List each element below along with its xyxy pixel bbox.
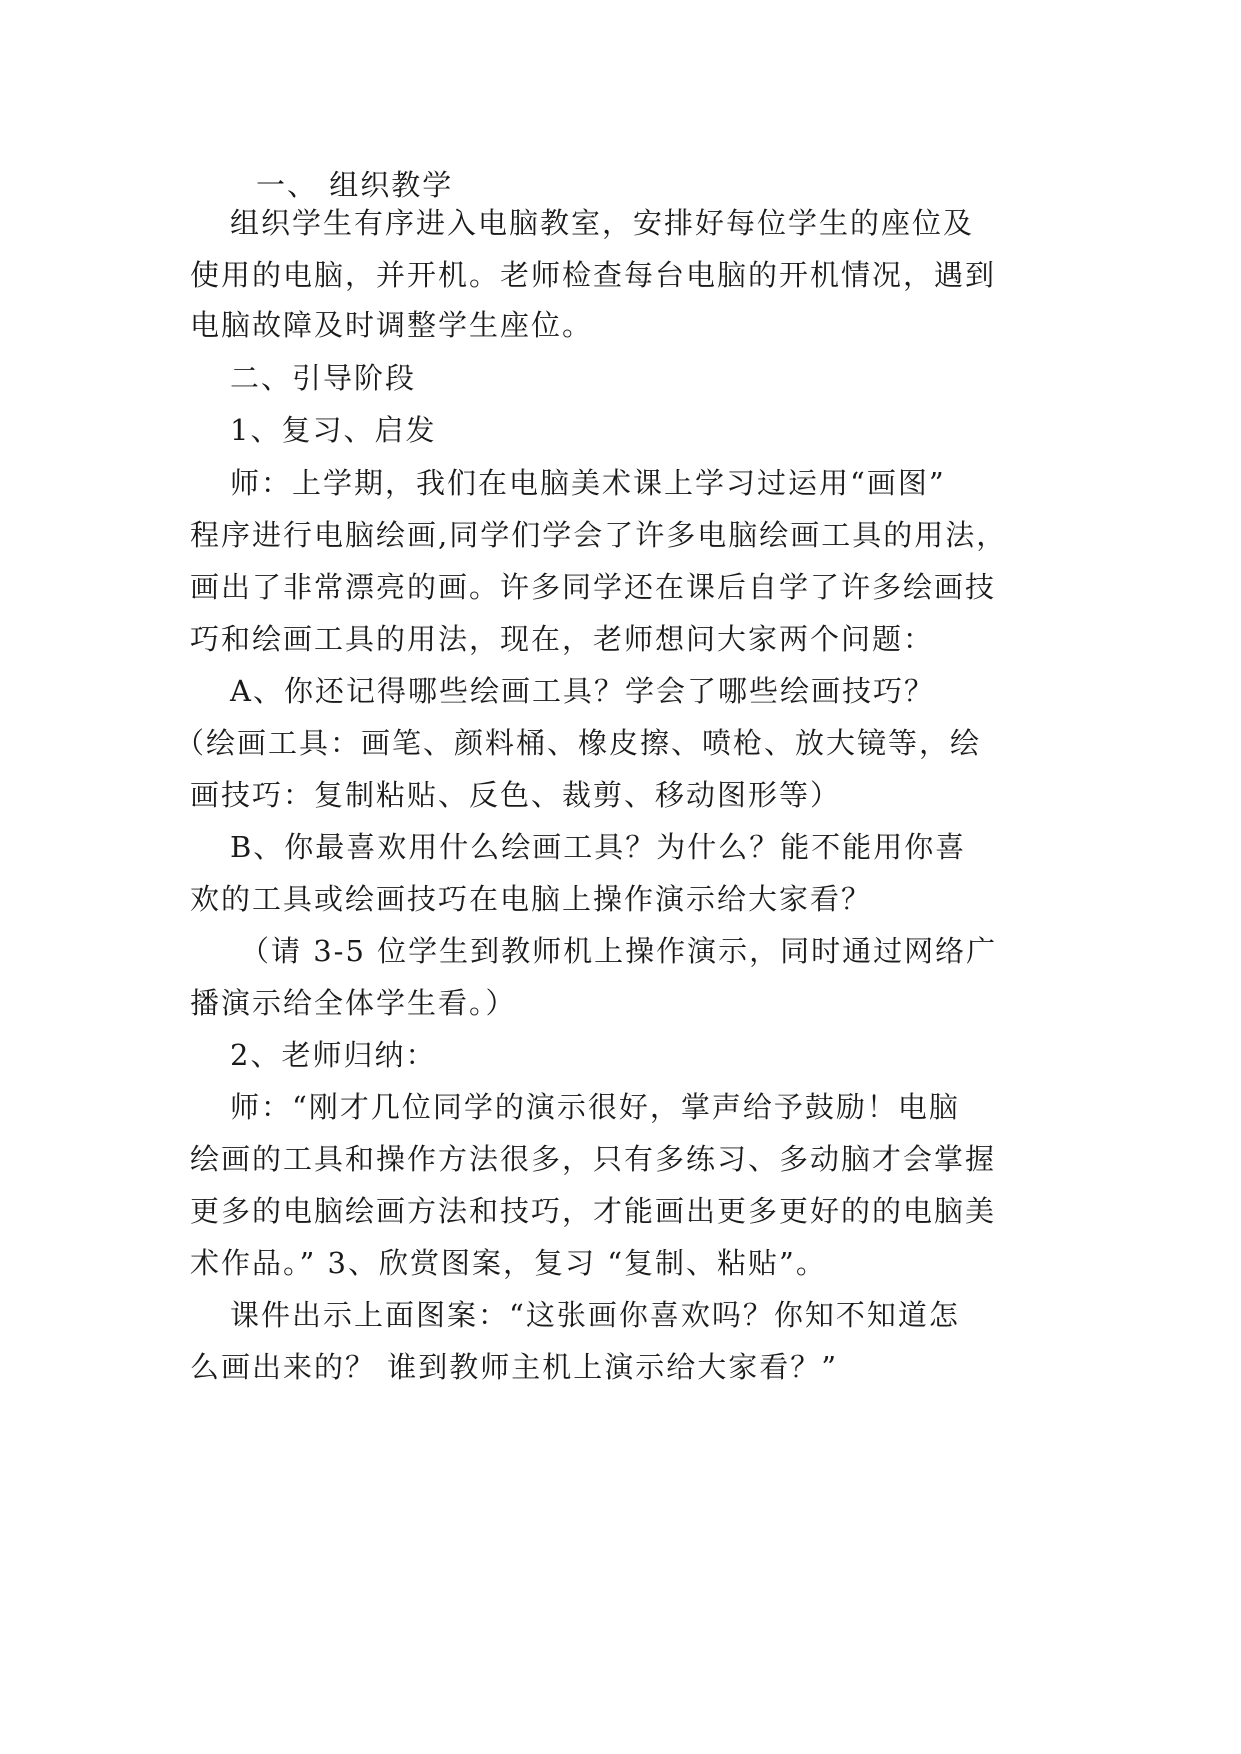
heading-guidance-stage: 二、引导阶段 xyxy=(230,361,417,395)
paragraph-line: 课件出示上面图案：“这张画你喜欢吗？你知不知道怎 xyxy=(230,1298,960,1332)
paragraph-line: 播演示给全体学生看。） xyxy=(190,986,517,1020)
paragraph-line: 画出了非常漂亮的画。许多同学还在课后自学了许多绘画技 xyxy=(190,570,997,604)
paragraph-line: （绘画工具：画笔、颜料桶、橡皮擦、喷枪、放大镜等，绘 xyxy=(175,726,982,760)
paragraph-line: 电脑故障及时调整学生座位。 xyxy=(190,308,594,342)
paragraph-line: 术作品。” 3、欣赏图案，复习 “复制、粘贴”。 xyxy=(190,1246,827,1280)
subheading-teacher-summary: 2、老师归纳： xyxy=(230,1038,437,1072)
paragraph-line: 更多的电脑绘画方法和技巧，才能画出更多更好的的电脑美 xyxy=(190,1194,997,1228)
paragraph-line: 组织学生有序进入电脑教室，安排好每位学生的座位及 xyxy=(230,206,975,240)
paragraph-line: 使用的电脑，并开机。老师检查每台电脑的开机情况，遇到 xyxy=(190,258,997,292)
paragraph-line: 绘画的工具和操作方法很多，只有多练习、多动脑才会掌握 xyxy=(190,1142,997,1176)
paragraph-line: 程序进行电脑绘画,同学们学会了许多电脑绘画工具的用法， xyxy=(190,518,1008,552)
heading-organize-teaching: 一、 组织教学 xyxy=(256,168,454,202)
question-a: A、你还记得哪些绘画工具？学会了哪些绘画技巧？ xyxy=(230,674,935,708)
paragraph-line: 欢的工具或绘画技巧在电脑上操作演示给大家看？ xyxy=(190,882,873,916)
paragraph-line: 巧和绘画工具的用法，现在，老师想问大家两个问题： xyxy=(190,622,935,656)
paragraph-line: 师：上学期，我们在电脑美术课上学习过运用“画图” xyxy=(230,466,946,500)
subheading-review: 1、复习、启发 xyxy=(230,413,437,447)
paragraph-line: 师：“刚才几位同学的演示很好，掌声给予鼓励！电脑 xyxy=(230,1090,960,1124)
question-b: B、你最喜欢用什么绘画工具？为什么？能不能用你喜 xyxy=(230,830,967,864)
paragraph-line: （请 3-5 位学生到教师机上操作演示，同时通过网络广 xyxy=(240,934,998,968)
paragraph-line: 么画出来的？ 谁到教师主机上演示给大家看？” xyxy=(190,1350,839,1384)
paragraph-line: 画技巧：复制粘贴、反色、裁剪、移动图形等） xyxy=(190,778,842,812)
